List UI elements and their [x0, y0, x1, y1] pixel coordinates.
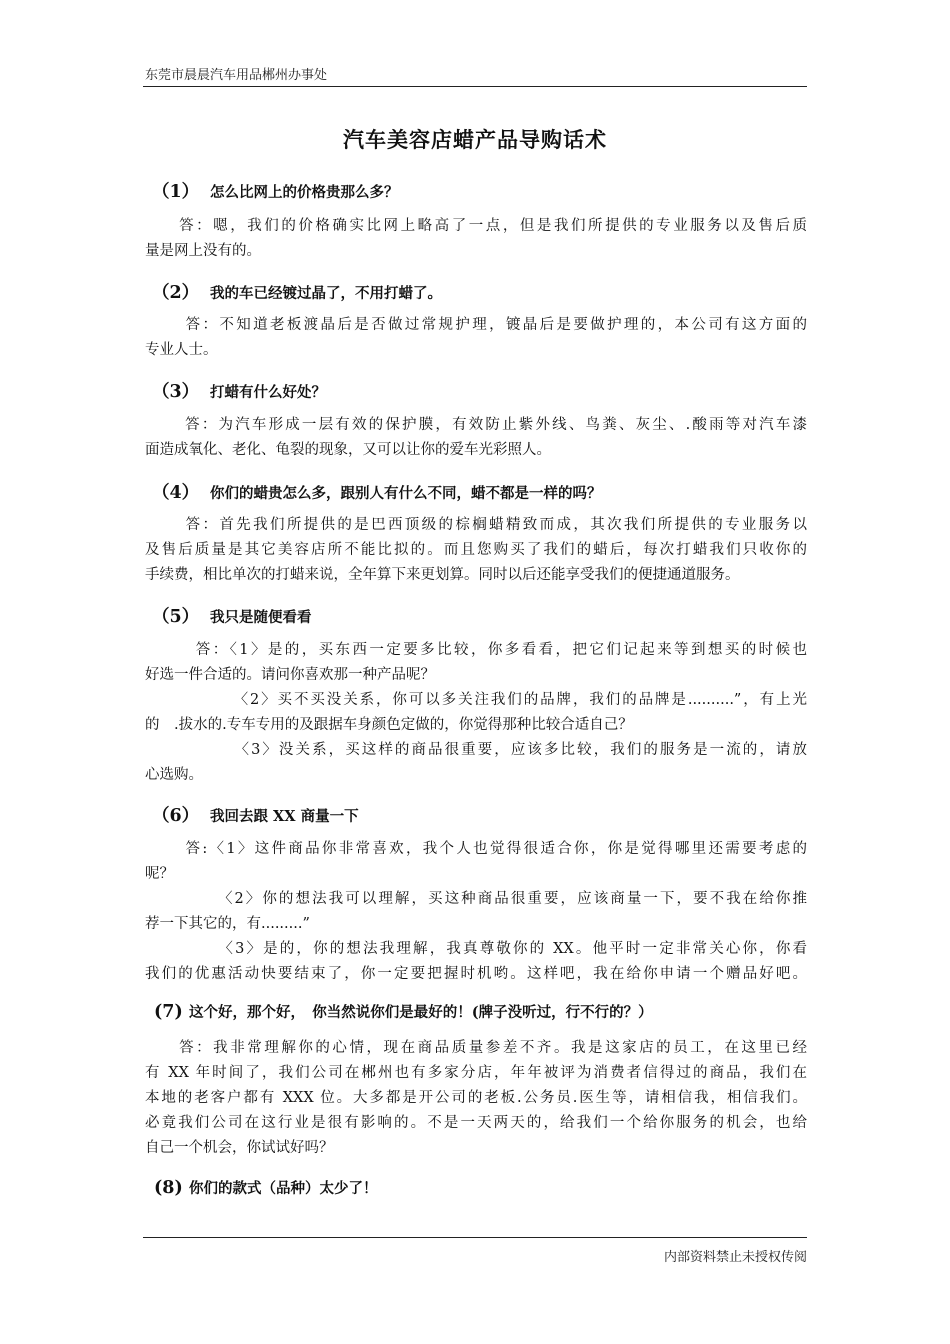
question-number: （4）: [152, 483, 200, 503]
question-number: (7): [154, 1002, 183, 1022]
answer-line: 答：嗯，我们的价格确实比网上略高了一点，但是我们所提供的专业服务以及售后质: [145, 218, 807, 234]
answer-paragraph: [145, 837, 807, 987]
question-heading: [152, 378, 326, 403]
question-text: 我回去跟 XX 商量一下: [210, 808, 359, 825]
answer-line: 本地的老客户都有 XXX 位。大多都是开公司的老板.公务员.医生等，请相信我，相信我们。: [145, 1090, 807, 1106]
question-text: 你们的款式（品种）太少了！: [189, 1180, 378, 1197]
answer-line: 〈3〉没关系，买这样的商品很重要，应该多比较，我们的服务是一流的，请放: [145, 742, 807, 758]
question-number: （5）: [152, 607, 200, 627]
page-footer: 内部资料禁止未授权传阅: [663, 1250, 807, 1265]
answer-line: 答：我非常理解你的心情，现在商品质量参差不齐。我是这家店的员工，在这里已经: [145, 1040, 807, 1056]
answer-line: 答:〈1〉这件商品你非常喜欢，我个人也觉得很适合你，你是觉得哪里还需要考虑的: [145, 841, 807, 857]
answer-line: 答：首先我们所提供的是巴西顶级的棕榈蜡精致而成，其次我们所提供的专业服务以: [145, 517, 807, 533]
answer-paragraph: [145, 313, 807, 363]
answer-line: 专业人士。: [145, 342, 218, 358]
question-text: 这个好，那个好， 你当然说你们是最好的！(牌子没听过，行不行的？）: [189, 1004, 653, 1021]
question-number: （2）: [152, 283, 200, 303]
answer-line: 面造成氧化、老化、龟裂的现象，又可以让你的爱车光彩照人。: [145, 442, 551, 458]
answer-paragraph: [145, 513, 807, 588]
answer-line: 好选一件合适的。请问你喜欢那一种产品呢？: [145, 667, 435, 683]
question-heading: [154, 1001, 653, 1022]
question-number: (8): [154, 1178, 183, 1198]
answer-paragraph: [145, 413, 807, 463]
question-number: （3）: [152, 382, 200, 402]
answer-line: 的 .拔水的.专车专用的及跟据车身颜色定做的，你觉得那种比较合适自己？: [145, 717, 633, 733]
question-heading: [152, 479, 602, 504]
answer-line: 手续费，相比单次的打蜡来说，全年算下来更划算。同时以后还能享受我们的便捷通道服务。: [145, 567, 740, 583]
answer-line: 〈2〉你的想法我可以理解，买这种商品很重要，应该商量一下，要不我在给你推: [145, 891, 807, 907]
question-text: 打蜡有什么好处？: [210, 384, 326, 401]
answer-line: 必竟我们公司在这行业是很有影响的。不是一天两天的，给我们一个给你服务的机会，也给: [145, 1115, 807, 1131]
answer-line: 〈2〉买不买没关系，你可以多关注我们的品牌，我们的品牌是..........”，有上光: [145, 692, 807, 708]
footer-divider: [143, 1237, 807, 1238]
answer-paragraph: [145, 638, 807, 788]
answer-paragraph: [145, 214, 807, 264]
question-text: 我的车已经镀过晶了，不用打蜡了。: [210, 285, 442, 302]
answer-line: 答：〈1〉是的，买东西一定要多比较，你多看看，把它们记起来等到想买的时候也: [145, 642, 807, 658]
question-heading: [152, 178, 399, 203]
question-number: （6）: [152, 806, 200, 826]
answer-line: 答：不知道老板渡晶后是否做过常规护理，镀晶后是要做护理的，本公司有这方面的: [145, 317, 807, 333]
question-heading: [152, 603, 312, 628]
answer-line: 量是网上没有的。: [145, 243, 261, 259]
answer-line: 荐一下其它的，有.........”: [145, 916, 310, 932]
answer-paragraph: [145, 1036, 807, 1161]
answer-line: 呢？: [145, 866, 174, 882]
question-text: 我只是随便看看: [210, 609, 312, 626]
answer-line: 心选购。: [145, 767, 203, 783]
question-text: 怎么比网上的价格贵那么多？: [210, 184, 399, 201]
question-heading: [154, 1177, 378, 1198]
question-text: 你们的蜡贵怎么多，跟别人有什么不同，蜡不都是一样的吗？: [210, 485, 602, 502]
answer-line: 〈3〉是的，你的想法我理解，我真尊敬你的 XX。他平时一定非常关心你，你看: [145, 941, 807, 957]
header-divider: [143, 86, 807, 87]
page-header: 东莞市晨晨汽车用品郴州办事处: [145, 68, 328, 83]
question-heading: [152, 802, 359, 827]
document-title: 汽车美容店蜡产品导购话术: [343, 127, 607, 152]
question-number: （1）: [152, 182, 200, 202]
answer-line: 答：为汽车形成一层有效的保护膜，有效防止紫外线、鸟粪、灰尘、.酸雨等对汽车漆: [145, 417, 807, 433]
answer-line: 有 XX 年时间了，我们公司在郴州也有多家分店，年年被评为消费者信得过的商品，我们在: [145, 1065, 807, 1081]
answer-line: 自己一个机会，你试试好吗？: [145, 1140, 334, 1156]
answer-line: 我们的优惠活动快要结束了，你一定要把握时机哟。这样吧，我在给你申请一个赠品好吧。: [145, 966, 807, 982]
question-heading: [152, 279, 442, 304]
answer-line: 及售后质量是其它美容店所不能比拟的。而且您购买了我们的蜡后，每次打蜡我们只收你的: [145, 542, 807, 558]
